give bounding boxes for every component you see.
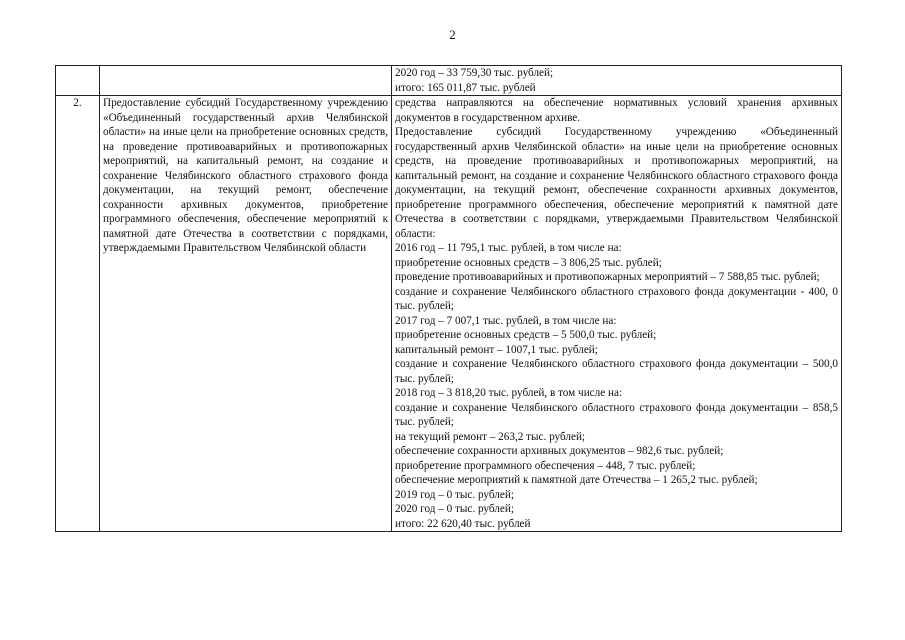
funding-item: 2017 год – 7 007,1 тыс. рублей, в том числе на: [395, 314, 617, 327]
funding-item: приобретение основных средств – 5 500,0 тыс. рублей; [395, 329, 657, 341]
funding-cell [392, 66, 842, 96]
document-table [55, 65, 842, 532]
funding-item: капитальный ремонт – 1007,1 тыс. рублей; [395, 343, 598, 356]
funding-item: на текущий ремонт – 263,2 тыс. рублей; [395, 430, 586, 443]
table-row [56, 66, 842, 96]
funding-item: создание и сохранение Челябинского областного страхового фонда документации – 500,0 тыс. рублей; [395, 358, 838, 385]
funding-item: 2018 год – 3 818,20 тыс. рублей, в том числе на: [395, 387, 623, 399]
funding-item: приобретение основных средств – 3 806,25 тыс. рублей; [395, 256, 662, 269]
funding-item: 2016 год – 11 795,1 тыс. рублей, в том числе на: [395, 242, 622, 254]
table-row [56, 96, 842, 532]
funding-line: итого: 165 011,87 тыс. рублей [395, 81, 536, 94]
description-cell: Предоставление субсидий Государственному учреждению «Объединенный государственный архив Челябинской области» на иные цели на приобретение основных средств, на проведение противоаварийных и противопожарных мероприятий, на капитальный ремонт, на создание и сохранение Челябинского областного страхового фонда документации, на текущий ремонт, обеспечение сохранности архивных документов, приобретение программного обеспечения, обеспечение мероприятий к памятной дате Отечества в соответствии с порядками, утверждаемыми Правительством Челябинской области [100, 96, 392, 532]
page-number: 2 [449, 27, 456, 42]
row-number-cell: 2. [56, 96, 100, 532]
funding-item: 2020 год – 0 тыс. рублей; [395, 503, 514, 515]
funding-basis: Предоставление субсидий Государственному учреждению «Объединенный государственный архив Челябинской области» на иные цели на приобретение основных средств, на проведение противоаварийных и противопожарных мероприятий, на капитальный ремонт, на создание и сохранение Челябинского областного страхового фонда документации, на текущий ремонт, обеспечение сохранности архивных документов, приобретение программного обеспечения, обеспечение мероприятий к памятной дате Отечества в соответствии с порядками, утверждаемыми Правительством Челябинской области: [395, 126, 838, 240]
funding-item: 2019 год – 0 тыс. рублей; [395, 488, 514, 501]
funding-item: итого: 22 620,40 тыс. рублей [395, 517, 531, 530]
funding-cell [392, 96, 842, 532]
funding-item: создание и сохранение Челябинского областного страхового фонда документации - 400, 0 тыс. рублей; [395, 285, 838, 312]
description-cell [100, 66, 392, 96]
row-number-cell [56, 66, 100, 96]
funding-intro: средства направляются на обеспечение нормативных условий хранения архивных документов в государственном архиве. [395, 97, 838, 124]
funding-item: обеспечение мероприятий к памятной дате Отечества – 1 265,2 тыс. рублей; [395, 474, 758, 486]
funding-item: создание и сохранение Челябинского областного страхового фонда документации – 858,5 тыс. рублей; [395, 401, 838, 428]
funding-item: проведение противоаварийных и противопожарных мероприятий – 7 588,85 тыс. рублей; [395, 271, 820, 283]
funding-line: 2020 год – 33 759,30 тыс. рублей; [395, 67, 554, 79]
funding-item: обеспечение сохранности архивных документов – 982,6 тыс. рублей; [395, 445, 724, 457]
funding-item: приобретение программного обеспечения – 448, 7 тыс. рублей; [395, 459, 696, 472]
